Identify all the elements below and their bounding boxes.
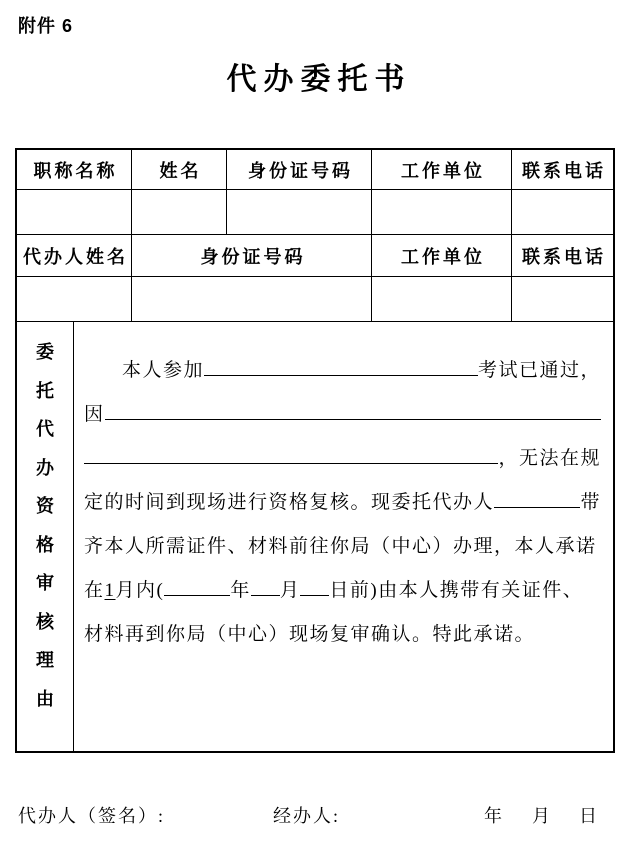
reason-vertical-label-char: 资 (36, 496, 54, 517)
header-name: 姓名 (132, 150, 227, 190)
reason-text-segment: 月 (279, 580, 301, 601)
agent-signature-label: 代办人（签名）: (18, 806, 166, 826)
header-agent-id-number: 身份证号码 (132, 235, 372, 277)
applicant-id-cell (227, 190, 372, 235)
blank-fill-field (84, 445, 498, 464)
header-agent-name: 代办人姓名 (17, 235, 132, 277)
header-work-unit: 工作单位 (372, 150, 512, 190)
agent-phone-cell (512, 277, 613, 322)
reason-line (84, 564, 601, 608)
reason-text-segment: 日前)由本人携带有关证件、 (329, 580, 584, 601)
reason-vertical-label-char: 托 (36, 380, 54, 401)
applicant-work-unit-cell (372, 190, 512, 235)
delegation-form-table (15, 148, 615, 753)
blank-fill-field (494, 489, 580, 508)
handler-label: 经办人: (273, 806, 341, 826)
year-label: 年 (484, 806, 504, 826)
reason-text (74, 322, 613, 751)
reason-text-segment: 带 (580, 492, 601, 513)
header-phone: 联系电话 (512, 150, 613, 190)
page-title: 代办委托书 (226, 63, 412, 96)
header-professional-title: 职称名称 (17, 150, 132, 190)
agent-id-cell (132, 277, 372, 322)
day-label: 日 (579, 806, 599, 826)
reason-vertical-label-char: 代 (36, 419, 54, 440)
applicant-name-cell (132, 190, 227, 235)
underlined-text: 1 (104, 580, 116, 601)
blank-fill-field (164, 577, 230, 596)
reason-text-segment: 齐本人所需证件、材料前往你局（中心）办理，本人承诺 (84, 536, 597, 557)
reason-vertical-label-char: 理 (36, 650, 54, 671)
reason-text-segment: 月内( (115, 580, 165, 601)
applicant-phone-cell (512, 190, 613, 235)
reason-text-segment: 考试已通过， (477, 360, 601, 381)
agent-work-unit-cell (372, 277, 512, 322)
reason-line (84, 432, 601, 476)
reason-line (84, 608, 601, 652)
reason-vertical-label-char: 核 (36, 611, 54, 632)
blank-fill-field (105, 401, 601, 420)
reason-vertical-label-char: 格 (36, 534, 54, 555)
reason-vertical-label-char: 办 (36, 457, 54, 478)
reason-line (84, 476, 601, 520)
reason-text-segment: 年 (230, 580, 251, 601)
header-agent-phone: 联系电话 (512, 235, 613, 277)
blank-fill-field (300, 577, 329, 596)
reason-line (84, 344, 601, 388)
reason-text-segment: 材料再到你局（中心）现场复审确认。特此承诺。 (84, 624, 536, 645)
reason-row (17, 322, 613, 751)
header-agent-work-unit: 工作单位 (372, 235, 512, 277)
reason-vertical-label-char: 委 (36, 342, 54, 363)
reason-vertical-label (17, 322, 74, 751)
attachment-label: 附件 6 (18, 16, 74, 36)
reason-vertical-label-char: 由 (36, 688, 54, 709)
blank-fill-field (204, 357, 478, 376)
reason-text-segment: 在 (84, 580, 105, 601)
applicant-title-cell (17, 190, 132, 235)
blank-fill-field (251, 577, 280, 596)
agent-name-cell (17, 277, 132, 322)
reason-text-segment: 因 (84, 404, 105, 425)
info-grid (17, 150, 613, 322)
reason-text-segment: 本人参加 (122, 360, 205, 381)
reason-text-segment: ，无法在规 (498, 448, 601, 469)
reason-line (84, 520, 601, 564)
reason-text-segment: 定的时间到现场进行资格复核。现委托代办人 (84, 492, 495, 513)
signature-footer (0, 802, 631, 832)
header-id-number: 身份证号码 (227, 150, 372, 190)
month-label: 月 (532, 806, 552, 826)
reason-line (84, 388, 601, 432)
reason-vertical-label-char: 审 (36, 573, 54, 594)
